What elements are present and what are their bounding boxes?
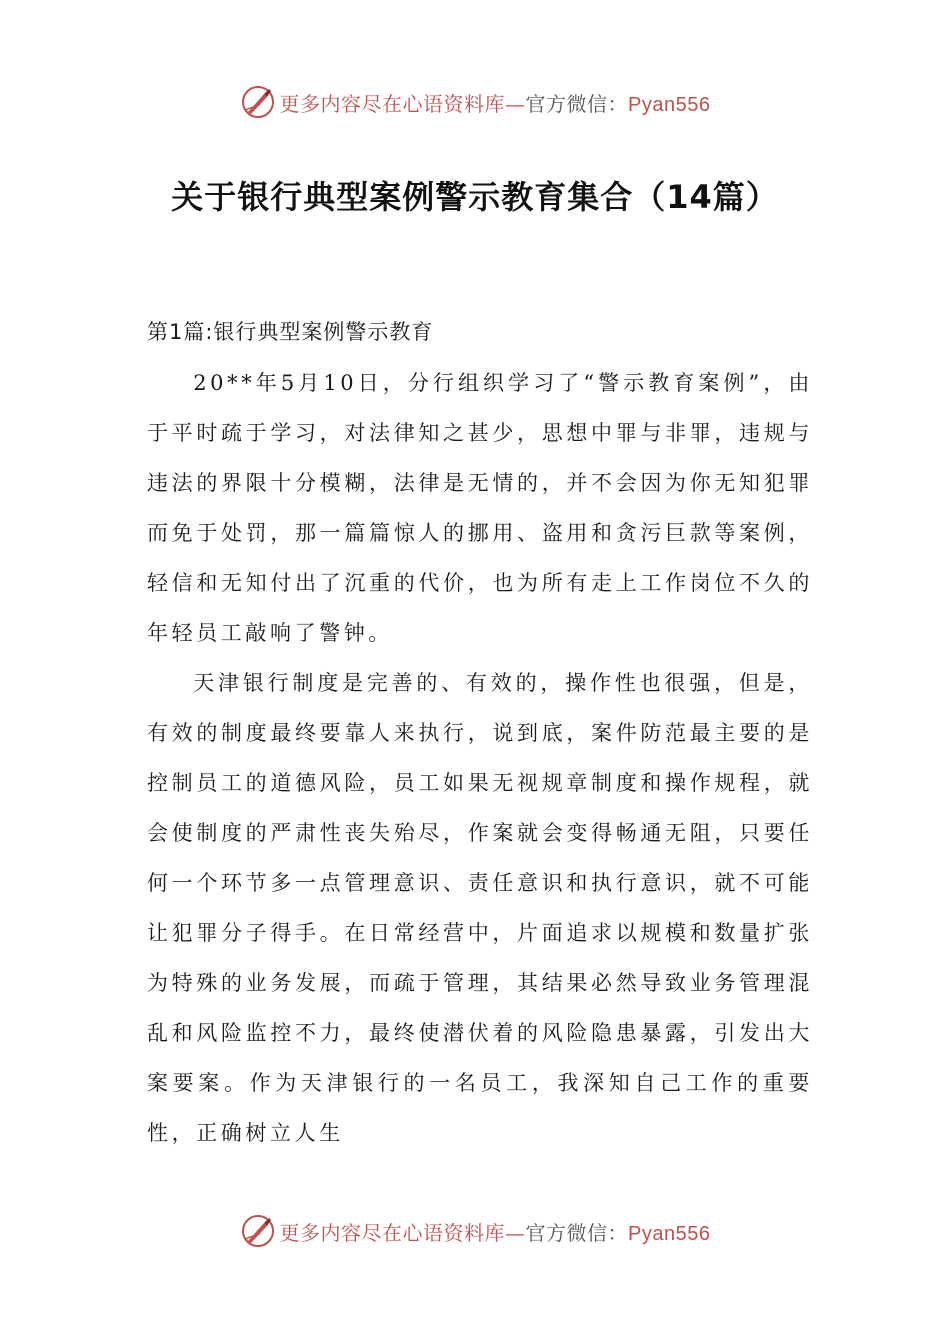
watermark-main-text: 更多内容尽在心语资料库 — [279, 91, 506, 116]
watermark-wechat-id: Pyan556 — [628, 93, 711, 116]
watermark-dash: — — [505, 91, 526, 116]
watermark-official-label: 官方微信： — [525, 1220, 629, 1245]
section-heading: 第1篇:银行典型案例警示教育 — [147, 320, 434, 344]
watermark-main-text: 更多内容尽在心语资料库 — [279, 1220, 506, 1245]
watermark-wechat-id: Pyan556 — [628, 1222, 711, 1245]
watermark-text — [280, 88, 711, 117]
watermark-banner-bottom — [0, 1211, 950, 1251]
pen-logo-icon — [240, 1213, 276, 1249]
document-title: 关于银行典型案例警示教育集合（14篇） — [171, 178, 779, 216]
pen-logo-icon — [240, 84, 276, 120]
watermark-official-label: 官方微信： — [525, 91, 629, 116]
watermark-banner-top — [0, 82, 950, 122]
document-body — [147, 358, 813, 1158]
paragraph: 20**年5月10日，分行组织学习了“警示教育案例”，由于平时疏于学习，对法律知之甚少，思想中罪与非罪，违规与违法的界限十分模糊，法律是无情的，并不会因为你无知犯罪而免于处罚，那一篇篇惊人的挪用、盗用和贪污巨款等案例，轻信和无知付出了沉重的代价，也为所有走上工作岗位不久的年轻员工敲响了警钟。 — [147, 371, 813, 645]
paragraph: 天津银行制度是完善的、有效的，操作性也很强，但是，有效的制度最终要靠人来执行，说到底，案件防范最主要的是控制员工的道德风险，员工如果无视规章制度和操作规程，就会使制度的严肃性丧失殆尽，作案就会变得畅通无阻，只要任何一个环节多一点管理意识、责任意识和执行意识，就不可能让犯罪分子得手。在日常经营中，片面追求以规模和数量扩张为特殊的业务发展，而疏于管理，其结果必然导致业务管理混乱和风险监控不力，最终使潜伏着的风险隐患暴露，引发出大案要案。作为天津银行的一名员工，我深知自己工作的重要性，正确树立人生 — [147, 671, 813, 1145]
watermark-text — [280, 1217, 711, 1246]
watermark-dash: — — [505, 1220, 526, 1245]
